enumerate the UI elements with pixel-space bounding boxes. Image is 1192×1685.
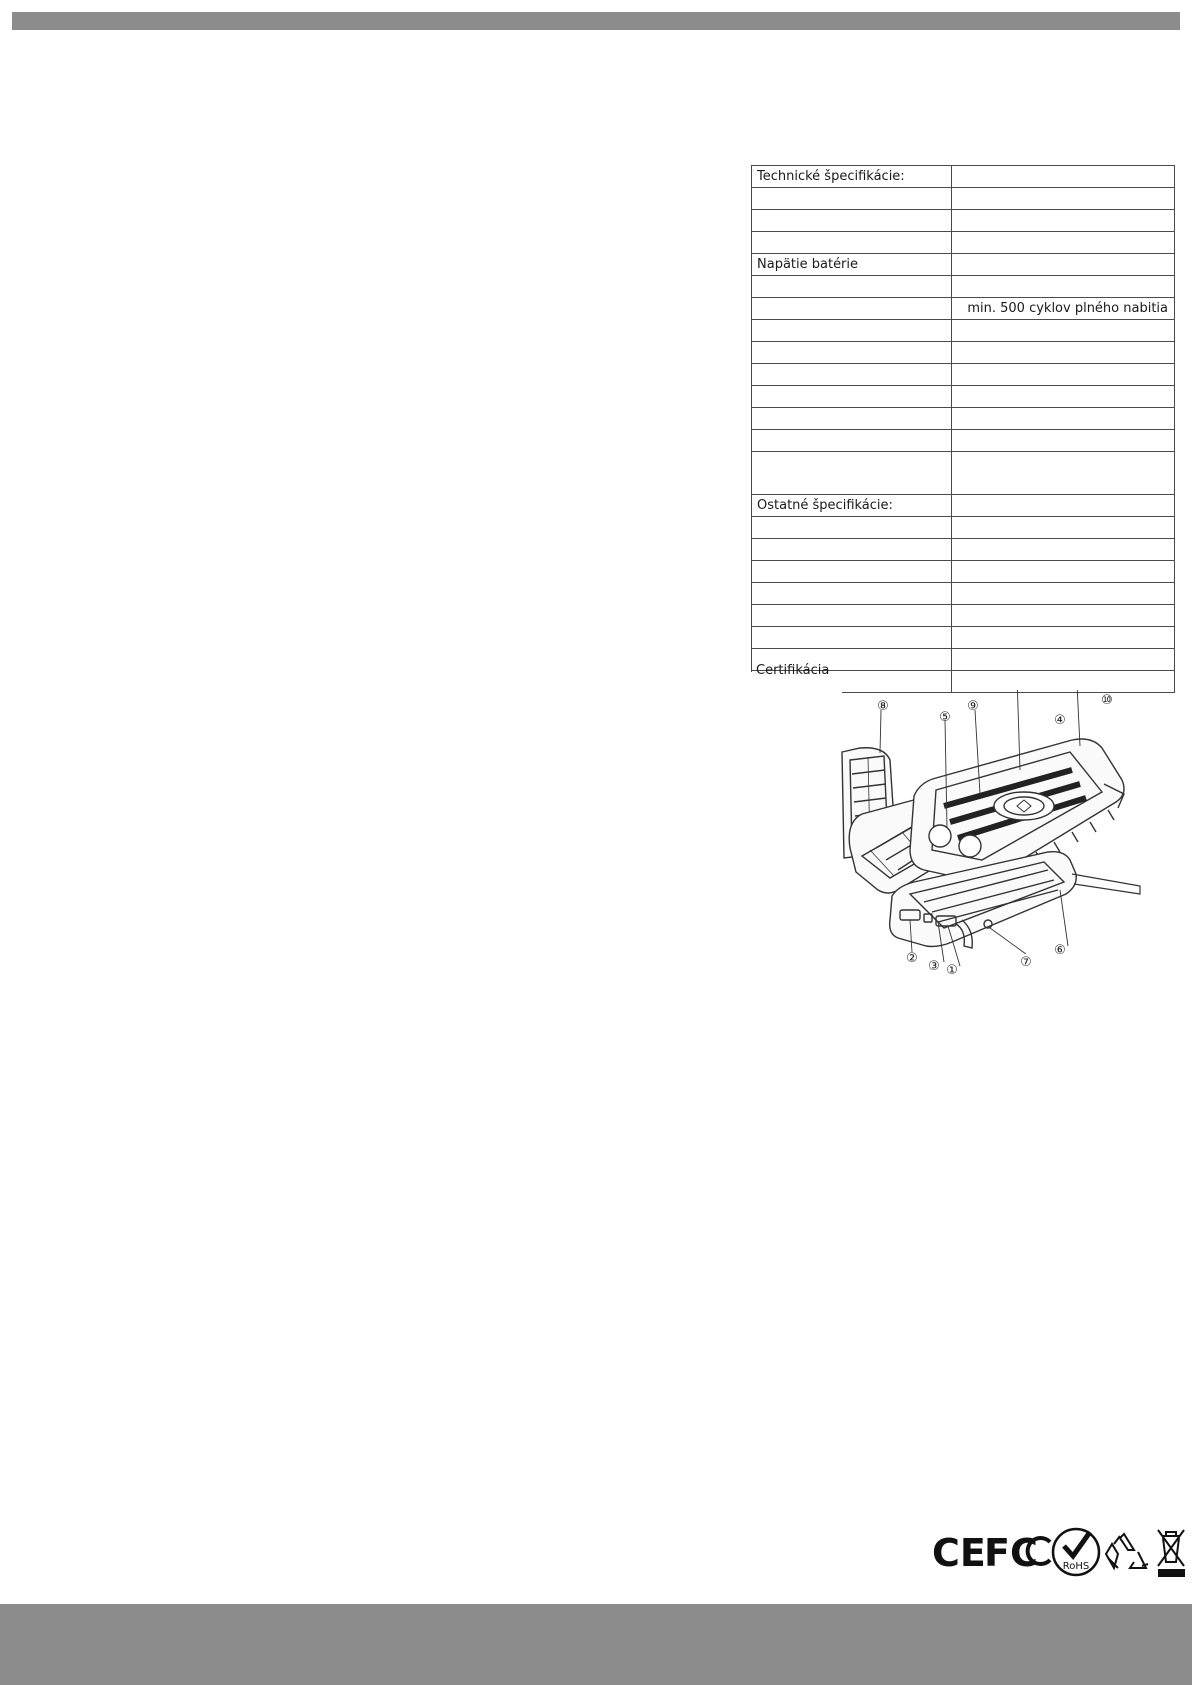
spec-label-cell (752, 232, 952, 254)
spec-label-cell (752, 517, 952, 539)
spec-row (752, 430, 1175, 452)
callout-4: ④ (1054, 713, 1066, 728)
spec-label-cell (752, 386, 952, 408)
footer-bar (0, 1604, 1192, 1685)
callout-7: ⑦ (1020, 955, 1032, 970)
spec-row (752, 364, 1175, 386)
spec-value-cell (952, 495, 1175, 517)
spec-label-cell: Technické špecifikácie: (752, 166, 952, 188)
spec-label-cell (752, 364, 952, 386)
spec-row (752, 210, 1175, 232)
spec-row (752, 627, 1175, 649)
spec-value-cell (952, 561, 1175, 583)
spec-label-cell (752, 408, 952, 430)
recycle-icon (1106, 1534, 1148, 1568)
spec-row (752, 583, 1175, 605)
spec-label-cell (752, 188, 952, 210)
ce-mark-icon (932, 1531, 986, 1575)
spec-row (752, 342, 1175, 364)
spec-row (752, 320, 1175, 342)
callout-6: ⑥ (1054, 943, 1066, 958)
header-bar (12, 12, 1180, 30)
spec-row (752, 232, 1175, 254)
svg-text:FC: FC (984, 1531, 1038, 1575)
svg-text:RoHS: RoHS (1062, 1561, 1090, 1572)
callout-8: ⑧ (877, 699, 889, 714)
spec-label-cell (752, 342, 952, 364)
spec-row (752, 517, 1175, 539)
callout-10: ⑩ (1101, 693, 1113, 708)
spec-row (752, 188, 1175, 210)
svg-text:CE: CE (932, 1531, 986, 1575)
spec-value-cell (952, 276, 1175, 298)
spec-label-cell (752, 561, 952, 583)
spec-value-cell (952, 408, 1175, 430)
spec-row (752, 561, 1175, 583)
spec-value-cell (952, 386, 1175, 408)
certification-logos (928, 1524, 1186, 1580)
spec-label-cell (752, 320, 952, 342)
spec-label-cell: Napätie batérie (752, 254, 952, 276)
spec-row (752, 166, 1175, 188)
spec-row (752, 495, 1175, 517)
spec-row (752, 298, 1175, 320)
spec-row (752, 539, 1175, 561)
spec-row (752, 452, 1175, 495)
spec-value-cell (952, 166, 1175, 188)
fcc-mark-icon (984, 1531, 1050, 1575)
spec-label-cell (752, 298, 952, 320)
spec-value-cell (952, 210, 1175, 232)
spec-value-cell (952, 517, 1175, 539)
callout-9: ⑨ (967, 699, 979, 714)
callout-3: ③ (928, 959, 940, 974)
spec-table (751, 165, 1175, 693)
spec-row (752, 408, 1175, 430)
spec-label-cell (752, 605, 952, 627)
spec-value-cell (952, 627, 1175, 649)
spec-value-cell (952, 232, 1175, 254)
spec-value-cell (952, 605, 1175, 627)
spec-label-cell (752, 539, 952, 561)
rohs-icon (1053, 1529, 1099, 1575)
callout-5: ⑤ (939, 710, 951, 725)
callout-1: ① (946, 963, 958, 978)
spec-value-cell (952, 320, 1175, 342)
spec-row (752, 254, 1175, 276)
spec-value-cell (952, 452, 1175, 495)
spec-value-cell (952, 188, 1175, 210)
callout-2: ② (906, 951, 918, 966)
spec-label-cell (752, 452, 952, 495)
certification-label: Certifikácia (756, 663, 830, 678)
spec-label-cell (752, 627, 952, 649)
spec-value-cell (952, 342, 1175, 364)
spec-value-cell: min. 500 cyklov plného nabitia (952, 298, 1175, 320)
spec-value-cell (952, 430, 1175, 452)
spec-label-cell (752, 430, 952, 452)
spec-row (752, 276, 1175, 298)
spec-value-cell (952, 649, 1175, 671)
spec-label-cell (752, 583, 952, 605)
spec-value-cell (952, 583, 1175, 605)
spec-row (752, 605, 1175, 627)
spec-value-cell (952, 254, 1175, 276)
spec-label-cell: Ostatné špecifikácie: (752, 495, 952, 517)
spec-label-cell (752, 210, 952, 232)
spec-value-cell (952, 364, 1175, 386)
spec-label-cell (752, 276, 952, 298)
spec-value-cell (952, 539, 1175, 561)
diagram-top-callouts (1000, 680, 1140, 740)
spec-row (752, 386, 1175, 408)
weee-bin-icon (1158, 1530, 1184, 1576)
certification-label-overlay (750, 663, 842, 695)
